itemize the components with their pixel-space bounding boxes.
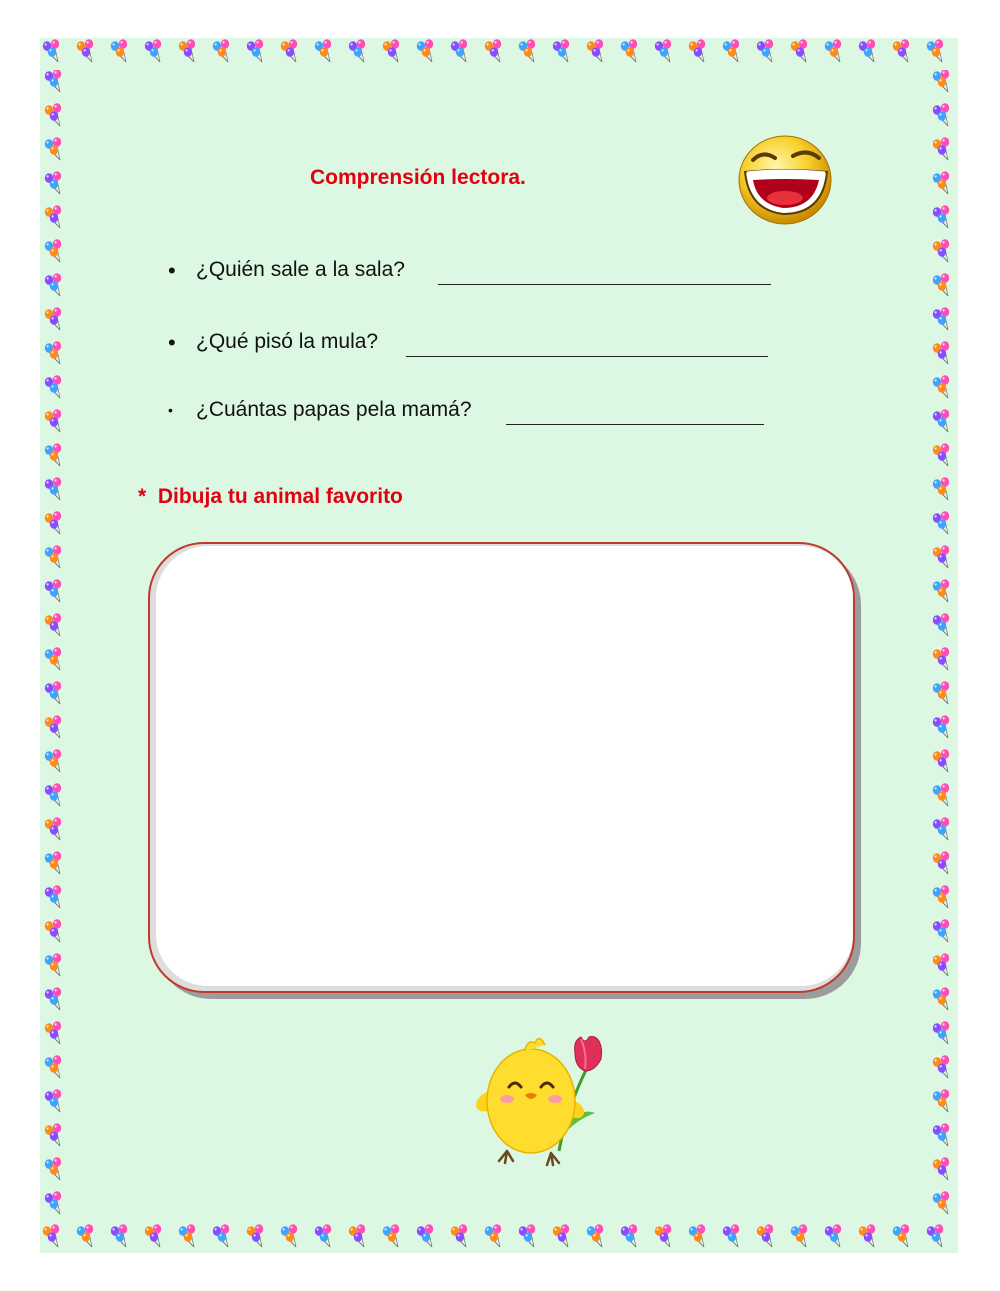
worksheet-page: [40, 38, 958, 1253]
balloon-cluster-icon: [213, 1224, 229, 1247]
balloon-cluster-icon: [45, 103, 61, 126]
asterisk-marker: *: [138, 485, 147, 508]
balloon-cluster-icon: [213, 39, 229, 62]
balloon-cluster-icon: [933, 817, 949, 840]
balloon-cluster-icon: [621, 39, 637, 62]
balloon-cluster-icon: [933, 511, 949, 534]
balloon-cluster-icon: [315, 39, 331, 62]
drawing-prompt: [138, 485, 403, 509]
balloon-cluster-icon: [689, 1224, 705, 1247]
balloon-cluster-icon: [45, 919, 61, 942]
balloon-cluster-icon: [451, 39, 467, 62]
balloon-cluster-icon: [247, 39, 263, 62]
balloon-cluster-icon: [77, 1224, 93, 1247]
bullet-icon: •: [168, 258, 176, 283]
balloon-cluster-icon: [933, 205, 949, 228]
balloon-cluster-icon: [519, 1224, 535, 1247]
balloon-cluster-icon: [45, 307, 61, 330]
balloon-cluster-icon: [45, 171, 61, 194]
balloon-cluster-icon: [45, 409, 61, 432]
balloon-cluster-icon: [933, 477, 949, 500]
balloon-cluster-icon: [933, 613, 949, 636]
balloon-cluster-icon: [417, 1224, 433, 1247]
balloon-cluster-icon: [383, 39, 399, 62]
question-3-text: ¿Cuántas papas pela mamá?: [196, 398, 472, 421]
balloon-cluster-icon: [587, 39, 603, 62]
balloon-cluster-icon: [933, 783, 949, 806]
balloon-cluster-icon: [45, 953, 61, 976]
balloon-cluster-icon: [933, 749, 949, 772]
balloon-cluster-icon: [111, 39, 127, 62]
answer-line-2[interactable]: [406, 356, 768, 357]
balloon-cluster-icon: [45, 341, 61, 364]
balloon-cluster-icon: [927, 1224, 943, 1247]
balloon-cluster-icon: [621, 1224, 637, 1247]
bullet-icon: •: [168, 330, 176, 355]
balloon-cluster-icon: [179, 1224, 195, 1247]
balloon-border-right: [926, 70, 958, 1221]
balloon-cluster-icon: [45, 613, 61, 636]
balloon-cluster-icon: [45, 1123, 61, 1146]
balloon-cluster-icon: [933, 409, 949, 432]
drawing-area[interactable]: [146, 540, 863, 1002]
balloon-cluster-icon: [791, 1224, 807, 1247]
balloon-cluster-icon: [933, 1055, 949, 1078]
balloon-cluster-icon: [111, 1224, 127, 1247]
balloon-cluster-icon: [933, 70, 949, 92]
balloon-cluster-icon: [933, 987, 949, 1010]
balloon-cluster-icon: [553, 1224, 569, 1247]
balloon-cluster-icon: [45, 1055, 61, 1078]
question-1-text: ¿Quién sale a la sala?: [196, 258, 405, 281]
balloon-cluster-icon: [45, 273, 61, 296]
balloon-cluster-icon: [45, 1089, 61, 1112]
balloon-cluster-icon: [315, 1224, 331, 1247]
balloon-cluster-icon: [723, 1224, 739, 1247]
balloon-cluster-icon: [77, 39, 93, 62]
answer-line-1[interactable]: [438, 284, 771, 285]
balloon-cluster-icon: [45, 851, 61, 874]
balloon-cluster-icon: [933, 953, 949, 976]
balloon-cluster-icon: [757, 39, 773, 62]
balloon-cluster-icon: [281, 39, 297, 62]
balloon-cluster-icon: [933, 919, 949, 942]
balloon-cluster-icon: [451, 1224, 467, 1247]
balloon-cluster-icon: [933, 375, 949, 398]
answer-line-3[interactable]: [506, 424, 764, 425]
balloon-cluster-icon: [825, 1224, 841, 1247]
balloon-cluster-icon: [933, 1157, 949, 1180]
balloon-cluster-icon: [757, 1224, 773, 1247]
balloon-cluster-icon: [933, 443, 949, 466]
balloon-cluster-icon: [45, 1157, 61, 1180]
balloon-cluster-icon: [893, 39, 909, 62]
balloon-cluster-icon: [45, 749, 61, 772]
balloon-cluster-icon: [933, 1021, 949, 1044]
balloon-cluster-icon: [45, 817, 61, 840]
balloon-cluster-icon: [43, 39, 59, 62]
balloon-cluster-icon: [587, 1224, 603, 1247]
balloon-cluster-icon: [933, 103, 949, 126]
balloon-cluster-icon: [933, 715, 949, 738]
balloon-cluster-icon: [247, 1224, 263, 1247]
laughing-smiley-icon: [735, 128, 835, 228]
balloon-cluster-icon: [349, 39, 365, 62]
balloon-cluster-icon: [933, 851, 949, 874]
balloon-border-top: [40, 38, 958, 70]
balloon-cluster-icon: [723, 39, 739, 62]
balloon-cluster-icon: [485, 39, 501, 62]
question-2-text: ¿Qué pisó la mula?: [196, 330, 379, 353]
balloon-cluster-icon: [45, 137, 61, 160]
balloon-cluster-icon: [45, 647, 61, 670]
balloon-cluster-icon: [485, 1224, 501, 1247]
balloon-cluster-icon: [933, 579, 949, 602]
balloon-cluster-icon: [927, 39, 943, 62]
balloon-cluster-icon: [791, 39, 807, 62]
balloon-cluster-icon: [933, 137, 949, 160]
balloon-cluster-icon: [933, 681, 949, 704]
balloon-cluster-icon: [45, 443, 61, 466]
balloon-cluster-icon: [825, 39, 841, 62]
balloon-cluster-icon: [417, 39, 433, 62]
balloon-cluster-icon: [45, 783, 61, 806]
balloon-cluster-icon: [933, 171, 949, 194]
balloon-cluster-icon: [933, 307, 949, 330]
balloon-cluster-icon: [933, 545, 949, 568]
balloon-cluster-icon: [933, 647, 949, 670]
balloon-cluster-icon: [45, 375, 61, 398]
balloon-cluster-icon: [655, 39, 671, 62]
bullet-icon: •: [168, 402, 173, 418]
balloon-cluster-icon: [145, 1224, 161, 1247]
balloon-cluster-icon: [45, 681, 61, 704]
balloon-cluster-icon: [655, 1224, 671, 1247]
balloon-cluster-icon: [553, 39, 569, 62]
drawing-prompt-text: Dibuja tu animal favorito: [157, 485, 403, 508]
balloon-cluster-icon: [45, 239, 61, 262]
balloon-cluster-icon: [893, 1224, 909, 1247]
balloon-cluster-icon: [45, 545, 61, 568]
balloon-cluster-icon: [859, 39, 875, 62]
balloon-cluster-icon: [349, 1224, 365, 1247]
balloon-cluster-icon: [45, 715, 61, 738]
balloon-border-bottom: [40, 1221, 958, 1253]
balloon-cluster-icon: [933, 1191, 949, 1214]
balloon-cluster-icon: [933, 885, 949, 908]
chick-with-tulip-icon: [455, 1013, 625, 1173]
balloon-cluster-icon: [45, 579, 61, 602]
balloon-cluster-icon: [45, 885, 61, 908]
balloon-cluster-icon: [45, 205, 61, 228]
balloon-cluster-icon: [45, 1021, 61, 1044]
balloon-cluster-icon: [45, 70, 61, 92]
balloon-cluster-icon: [145, 39, 161, 62]
balloon-cluster-icon: [689, 39, 705, 62]
balloon-cluster-icon: [933, 239, 949, 262]
balloon-cluster-icon: [43, 1224, 59, 1247]
balloon-cluster-icon: [281, 1224, 297, 1247]
balloon-cluster-icon: [45, 987, 61, 1010]
balloon-cluster-icon: [933, 273, 949, 296]
balloon-cluster-icon: [45, 477, 61, 500]
balloon-cluster-icon: [45, 1191, 61, 1214]
worksheet-title: Comprensión lectora.: [310, 166, 526, 189]
balloon-cluster-icon: [933, 341, 949, 364]
balloon-cluster-icon: [519, 39, 535, 62]
balloon-border-left: [40, 70, 72, 1221]
balloon-cluster-icon: [179, 39, 195, 62]
balloon-cluster-icon: [933, 1089, 949, 1112]
balloon-cluster-icon: [859, 1224, 875, 1247]
balloon-cluster-icon: [45, 511, 61, 534]
balloon-cluster-icon: [933, 1123, 949, 1146]
balloon-cluster-icon: [383, 1224, 399, 1247]
